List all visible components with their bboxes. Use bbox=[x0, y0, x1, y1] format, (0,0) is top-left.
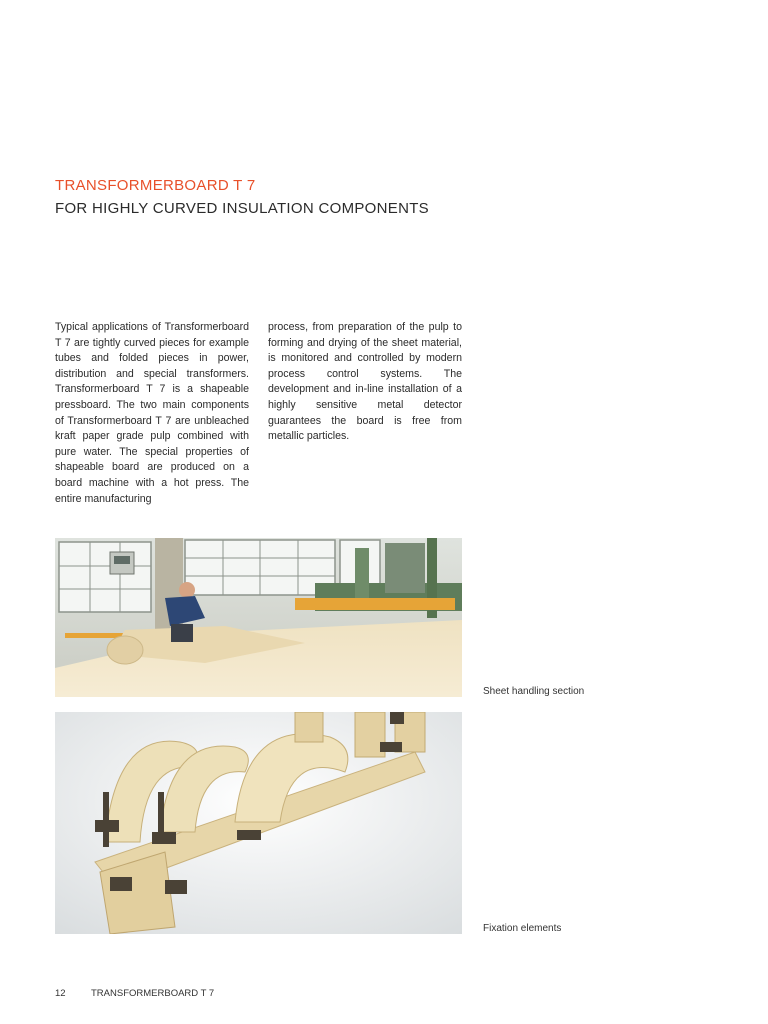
page-footer bbox=[55, 988, 214, 999]
figure-caption-1: Sheet handling section bbox=[483, 686, 585, 697]
sheet-handling-photo bbox=[55, 538, 462, 697]
page-subtitle: FOR HIGHLY CURVED INSULATION COMPONENTS bbox=[55, 200, 429, 217]
running-title: TRANSFORMERBOARD T 7 bbox=[91, 988, 215, 999]
fixation-elements-photo bbox=[55, 712, 462, 934]
figure-caption-2: Fixation elements bbox=[483, 923, 562, 934]
body-text-column-1: Typical applications of Transformerboard T 7 are tightly curved pieces for example tubes and folded pieces in power, distribution and special transformers. Transformerboard T 7 is a shapeable pressboard. The two main components of Transformerboard T 7 are unbleached kraft paper grade pulp combined with pure water. The special properties of shapeable board are produced on a board machine with a hot press. The entire manufacturing bbox=[55, 321, 249, 505]
page-number: 12 bbox=[55, 988, 66, 999]
body-text-column-2: process, from preparation of the pulp to forming and drying of the sheet material, is monitored and controlled by modern process control systems. The development and in-line installation of a highly sensitive metal detector guarantees the board is free from metallic particles. bbox=[268, 321, 462, 443]
page-title: TRANSFORMERBOARD T 7 bbox=[55, 177, 256, 194]
